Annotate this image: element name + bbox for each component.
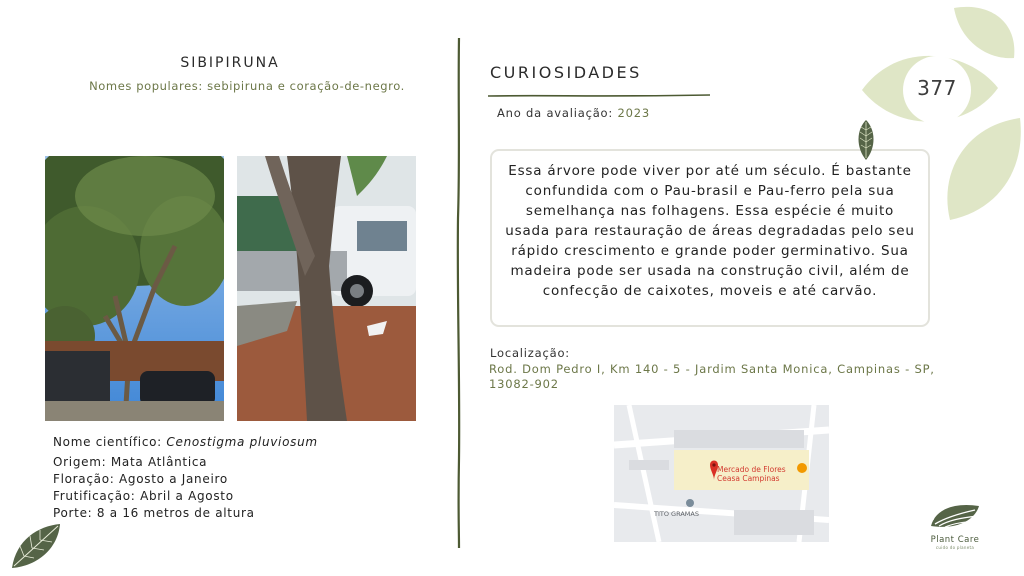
popular-names: Nomes populares: sebipiruna e coração-de-negro. bbox=[89, 79, 405, 93]
tree-name: SIBIPIRUNA bbox=[180, 55, 280, 71]
plant-care-logo-icon bbox=[929, 500, 981, 530]
vertical-divider bbox=[452, 38, 466, 548]
map-street-label: TITO GRAMAS bbox=[654, 510, 699, 518]
flowering: Floração: Agosto a Janeiro bbox=[53, 472, 228, 486]
decorative-leaves bbox=[858, 0, 1024, 225]
logo-name: Plant Care bbox=[930, 535, 980, 545]
location-label: Localização: bbox=[490, 346, 570, 360]
tree-photo-trunk bbox=[237, 156, 416, 421]
location-address: Rod. Dom Pedro I, Km 140 - 5 - Jardim Santa Monica, Campinas - SP, 13082-902 bbox=[489, 362, 935, 391]
leaf-icon bbox=[856, 120, 876, 160]
scientific-name-value: Cenostigma pluviosum bbox=[166, 435, 318, 449]
logo-tagline: cuido do planeta bbox=[935, 545, 975, 550]
location-map[interactable] bbox=[614, 405, 829, 542]
scientific-name-row bbox=[53, 434, 318, 451]
tree-size: Porte: 8 a 16 metros de altura bbox=[53, 506, 255, 520]
year-value: 2023 bbox=[617, 106, 651, 120]
plant-care-logo bbox=[920, 500, 990, 560]
year-label: Ano da avaliação: bbox=[497, 106, 614, 120]
title-underline bbox=[488, 84, 710, 90]
record-number: 377 bbox=[917, 76, 957, 100]
curiosities-text: Essa árvore pode viver por até um século. É bastante confundida com o Pau-brasil e Pau-ferro pela sua semelhança nas folhagens. Essa espécie é muito usada para restauração de áreas degradadas pelo seu rápido crescimento e grande poder germinativo. Sua madeira pode ser usada na construção civil, além de confecção de caixotes, moveis e até carvão. bbox=[490, 149, 930, 327]
corner-leaf-icon bbox=[8, 520, 64, 570]
origin: Origem: Mata Atlântica bbox=[53, 455, 208, 469]
tree-facts bbox=[53, 434, 318, 522]
scientific-name-label: Nome científico: bbox=[53, 435, 162, 449]
map-place-label: Mercado de Flores Ceasa Campinas bbox=[717, 465, 786, 483]
curiosities-title: CURIOSIDADES bbox=[490, 63, 642, 82]
tree-photo-canopy bbox=[45, 156, 224, 421]
fruiting: Frutificação: Abril a Agosto bbox=[53, 489, 234, 503]
evaluation-year bbox=[497, 106, 650, 120]
